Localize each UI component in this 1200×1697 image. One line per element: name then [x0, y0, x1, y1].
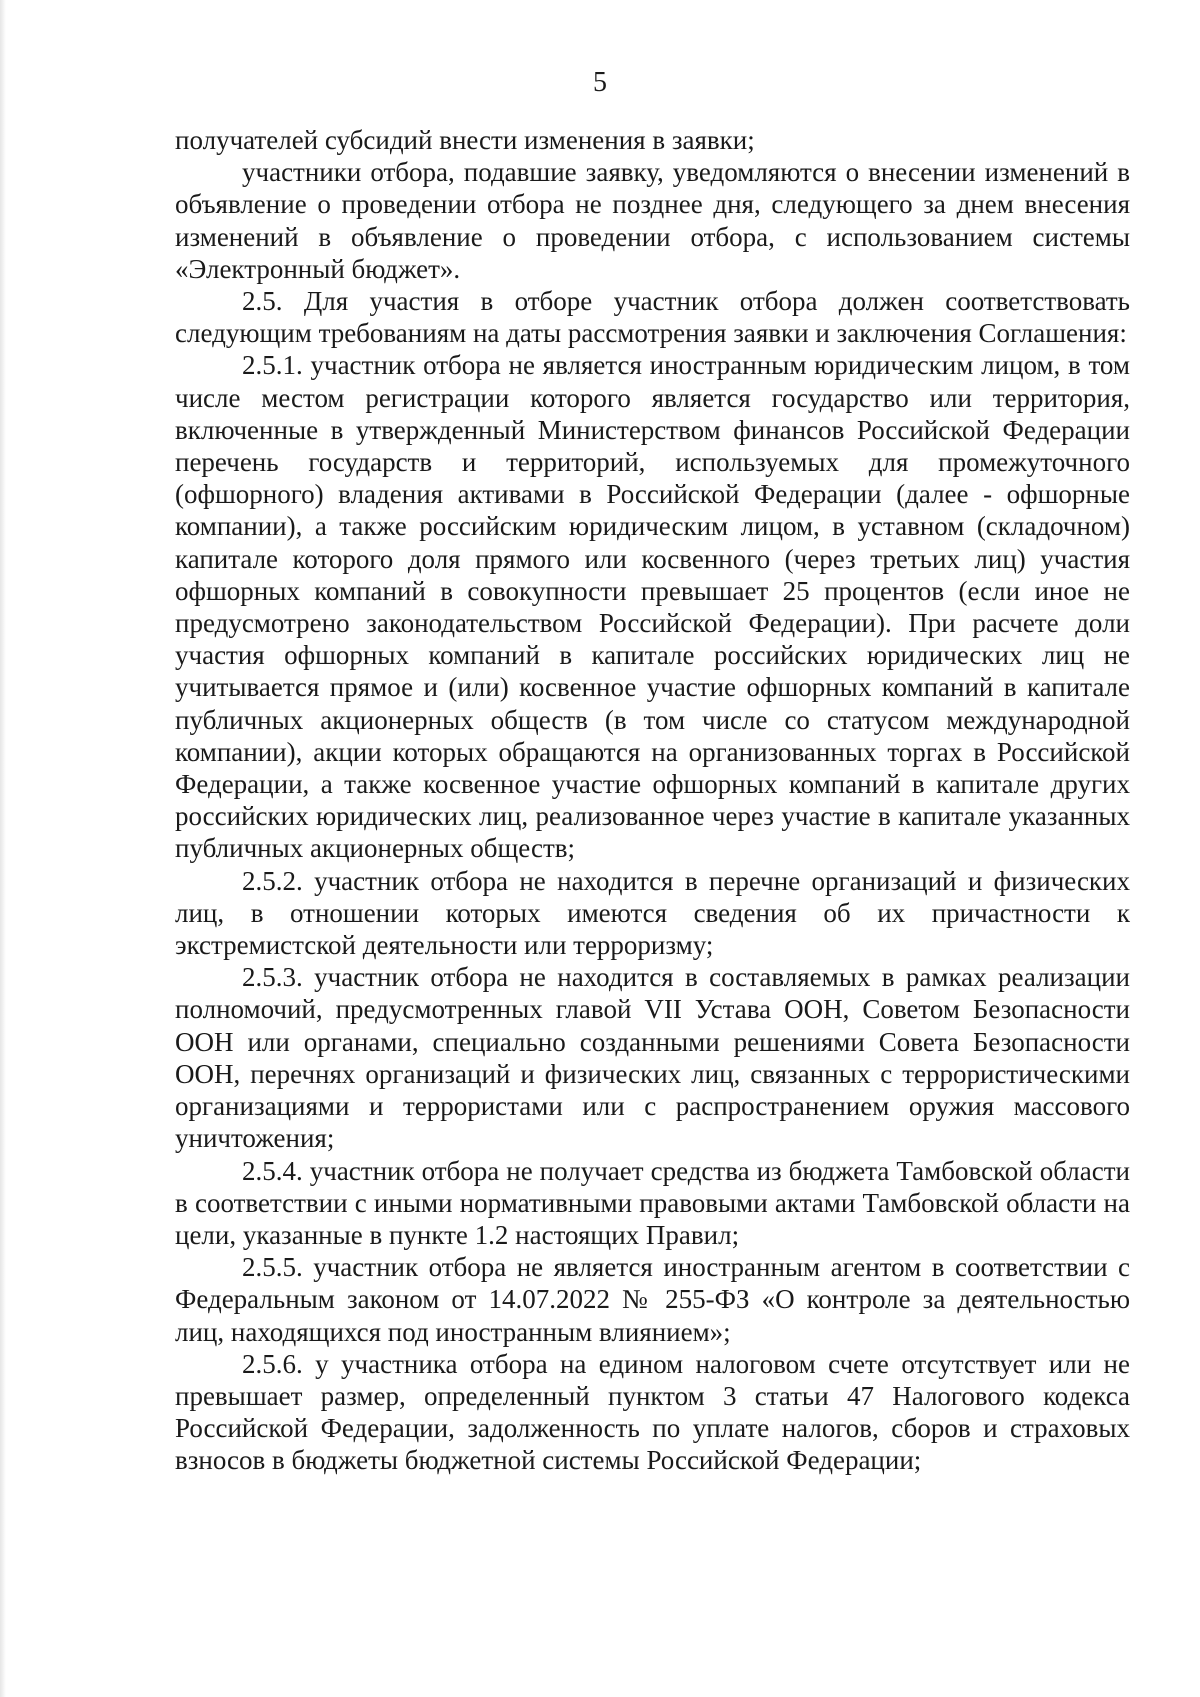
paragraph-2-5-2: 2.5.2. участник отбора не находится в перечне организаций и физических лиц, в отношении которых имеются сведения об их причастности к экстремистской деятельности или терроризму;: [175, 865, 1130, 961]
paragraph-2-5-5: 2.5.5. участник отбора не является иностранным агентом в соответствии с Федеральным законом от 14.07.2022 № 255-ФЗ «О контроле за деятельностью лиц, находящихся под иностранным влиянием»;: [175, 1252, 1130, 1347]
paragraph-notification: участники отбора, подавшие заявку, уведомляются о внесении изменений в объявление о проведении отбора не позднее дня, следующего за днем внесения изменений в объявление о проведении отбора, с использованием системы «Электронный бюджет».: [175, 157, 1130, 284]
paragraph-2-5-6: 2.5.6. у участника отбора на едином налоговом счете отсутствует или не превышает размер, определенный пунктом 3 статьи 47 Налогового кодекса Российской Федерации, задолженность по уплате налогов, сборов и страховых взносов в бюджеты бюджетной системы Российской Федерации;: [175, 1348, 1130, 1476]
paragraph-2-5-3: 2.5.3. участник отбора не находится в составляемых в рамках реализации полномочий, предусмотренных главой VII Устава ООН, Советом Безопасности ООН или органами, специально созданными решениями Совета Безопасности ООН, перечнях организаций и физических лиц, связанных с террористическими организациями и террористами или с распространением оружия массового уничтожения;: [175, 962, 1130, 1154]
paragraph-2-5-1: 2.5.1. участник отбора не является иностранным юридическим лицом, в том числе местом регистрации которого является государство или территория, включенные в утвержденный Министерством финансов Российской Федерации перечень государств и территорий, используемых для промежуточного (офшорного) владения активами в Российской Федерации (далее - офшорные компании), а также российским юридическим лицом, в уставном (складочном) капитале которого доля прямого или косвенного (через третьих лиц) участия офшорных компаний в совокупности превышает 25 процентов (если иное не предусмотрено законодательством Российской Федерации). При расчете доли участия офшорных компаний в капитале российских юридических лиц не учитывается прямое и (или) косвенное участие офшорных компаний в капитале публичных акционерных обществ (в том числе со статусом международной компании), акции которых обращаются на организованных торгах в Российской Федерации, а также косвенное участие офшорных компаний в капитале других российских юридических лиц, реализованное через участие в капитале указанных публичных акционерных обществ;: [175, 350, 1130, 864]
page-number: 5: [593, 67, 607, 98]
paragraph-2-5-4: 2.5.4. участник отбора не получает средства из бюджета Тамбовской области в соответствии с иными нормативными правовыми актами Тамбовской области на цели, указанные в пункте 1.2 настоящих Правил;: [175, 1155, 1130, 1250]
scan-edge-shadow: [0, 0, 6, 1697]
document-body: [175, 124, 1130, 1477]
paragraph-2-5: 2.5. Для участия в отборе участник отбора должен соответствовать следующим требованиям на даты рассмотрения заявки и заключения Соглашения:: [175, 286, 1130, 349]
paragraph-continuation: получателей субсидий внести изменения в заявки;: [175, 125, 755, 155]
